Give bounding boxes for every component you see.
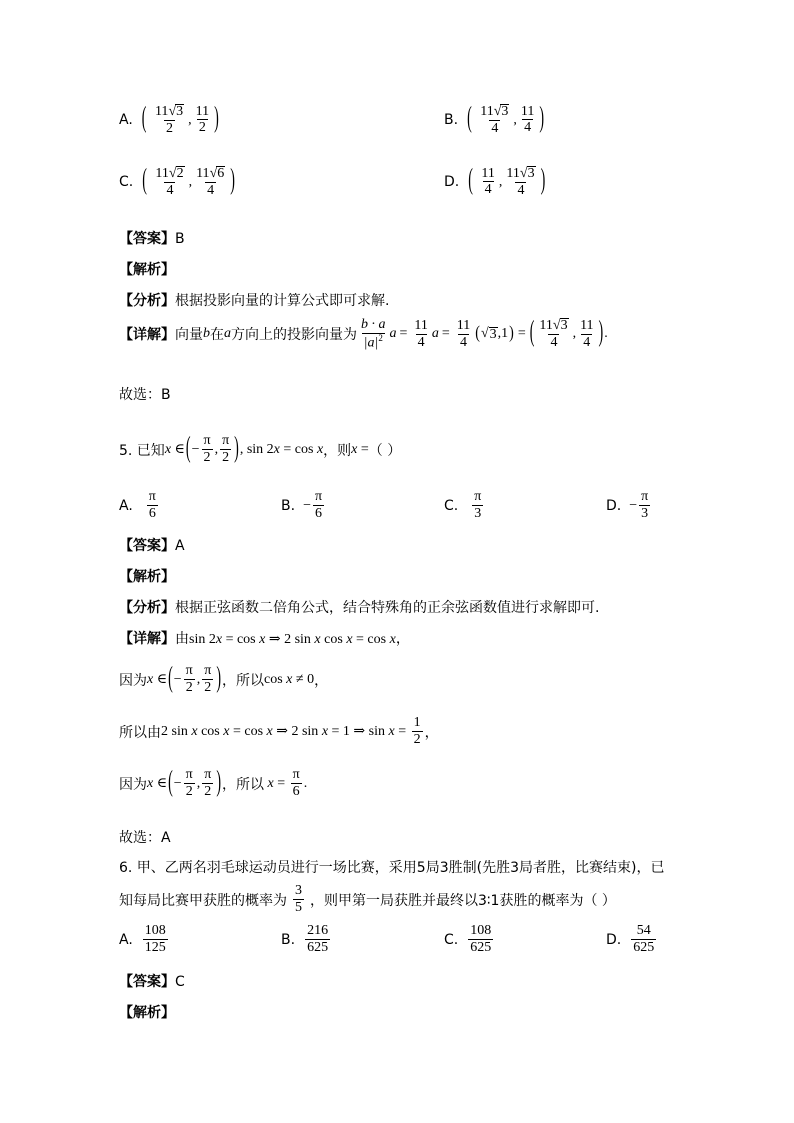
q4-option-a: A. ( $\frac{11√3}{2}$ , $\frac{11}{2}$ )	[119, 103, 219, 136]
q5-detail: 【详解】由sin 2x = cos x ⇒ 2 sin x cos x = cos x，	[119, 631, 410, 647]
answer-value: B	[175, 231, 185, 247]
q4-option-b: B. ( $\frac{11√3}{4}$ , $\frac{11}{4}$ )	[444, 103, 545, 136]
q4-answer	[119, 228, 185, 248]
q4-conclusion: 故选：B	[119, 387, 171, 403]
q6-stem-line2: 知每局比赛甲获胜的概率为 $\frac{3}{5}$ ，则甲第一局获胜并最终以3∶1获胜的概率为（ ）	[119, 883, 616, 915]
q6-option-a: A. $\frac{108}{125}$	[119, 923, 166, 955]
q5-option-d: D. − $\frac{\pi}{3}$	[606, 489, 649, 521]
q5-answer: 【答案】A	[119, 538, 185, 554]
q6-option-c: C. $\frac{108}{625}$	[444, 923, 492, 955]
option-letter: B.	[444, 112, 459, 129]
q5-step-4: 因为 x ∈ ( − $\frac{\pi}{2}$ , $\frac{\pi}{2}$ ) ，所以 x = $\frac{\pi}{6}$ .	[119, 766, 308, 799]
q5-option-b: B. − $\frac{\pi}{6}$	[281, 489, 323, 521]
q5-analysis-label: 【解析】	[119, 569, 175, 585]
option-letter: C.	[119, 174, 134, 191]
q5-option-c: C. $\frac{\pi}{3}$	[444, 489, 482, 521]
q4-detail: 【详解】 向量 b 在 a 方向上的投影向量为 $\frac{b \cdot a}{|a|^2}$ a = $\frac{11}{4}$ a = $\frac{11}{4}$ ( √ 3 ,1 ) = ( $\frac{11√3}{4}$ , $\frac{11}{4}$ ) .	[119, 317, 608, 351]
q4-analysis-label: 【解析】	[119, 262, 175, 278]
q6-option-d: D. $\frac{54}{625}$	[606, 923, 655, 955]
option-letter: A.	[119, 112, 133, 129]
q4-option-d: D. ( $\frac{11}{4}$ , $\frac{11√3}{4}$ )	[444, 165, 546, 198]
q5-stem: 5. 已知 x ∈ ( − $\frac{\pi}{2}$ , $\frac{\pi}{2}$ ) , sin 2 x = cos x ，则 x = （ ）	[119, 432, 402, 465]
q6-answer: 【答案】C	[119, 974, 185, 990]
q4-option-c: C. ( $\frac{11√2}{4}$ , $\frac{11√6}{4}$ )	[119, 165, 235, 198]
q5-step-3: 所以由 2 sin x cos x = cos x ⇒ 2 sin x = 1 ⇒ sin x = $\frac{1}{2}$ ，	[119, 715, 439, 747]
q5-conclusion: 故选：A	[119, 830, 171, 846]
q5-option-a: A. $\frac{\pi}{6}$	[119, 489, 156, 521]
q6-stem-line1: 6. 甲、乙两名羽毛球运动员进行一场比赛，采用5局3胜制(先胜3局者胜，比赛结束)，已	[119, 860, 665, 876]
q6-option-b: B. $\frac{216}{625}$	[281, 923, 329, 955]
answer-label: 【答案】	[119, 231, 175, 247]
option-letter: D.	[444, 174, 460, 191]
q5-fenxi: 【分析】根据正弦函数二倍角公式，结合特殊角的正余弦函数值进行求解即可.	[119, 600, 600, 616]
q6-analysis-label: 【解析】	[119, 1005, 175, 1021]
q5-step-2: 因为 x ∈ ( − $\frac{\pi}{2}$ , $\frac{\pi}{2}$ ) ，所以 cos x ≠ 0 ，	[119, 662, 329, 695]
q4-fenxi: 【分析】根据投影向量的计算公式即可求解.	[119, 293, 390, 309]
